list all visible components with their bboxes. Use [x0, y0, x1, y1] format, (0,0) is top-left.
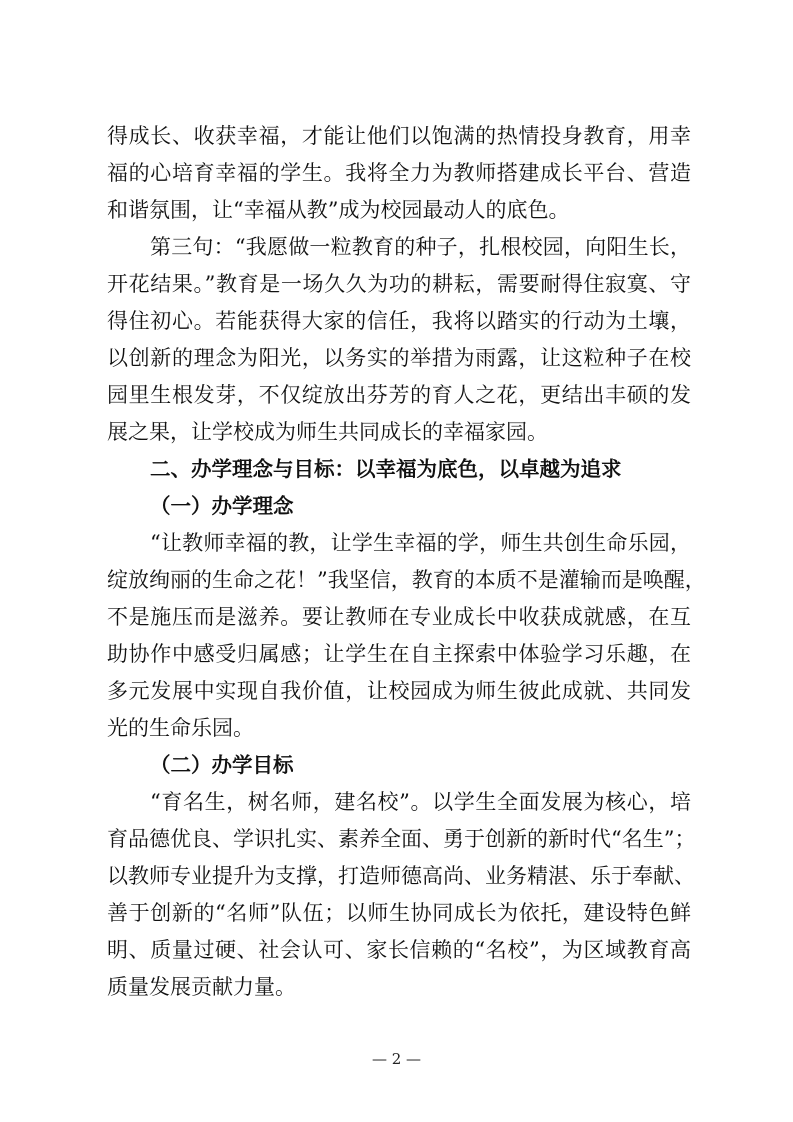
section-heading: 二、办学理念与目标：以幸福为底色，以卓越为追求 [150, 457, 622, 481]
paragraph-line: 明、质量过硬、社会认可、家长信赖的“名校”，为区域教育高 [107, 938, 691, 962]
paragraph-line: 助协作中感受归属感；让学生在自主探索中体验学习乐趣，在 [107, 642, 691, 666]
paragraph-line: 多元发展中实现自我价值，让校园成为师生彼此成就、共同发 [107, 679, 691, 703]
page-number: — 2 — [371, 1050, 422, 1068]
paragraph-line: 得成长、收获幸福，才能让他们以饱满的热情投身教育，用幸 [107, 124, 691, 148]
paragraph-line: 开花结果。”教育是一场久久为功的耕耘，需要耐得住寂寞、守 [107, 272, 691, 296]
subsection-heading: （二）办学目标 [150, 753, 294, 777]
paragraph-line: 得住初心。若能获得大家的信任，我将以踏实的行动为土壤， [107, 309, 691, 333]
paragraph-line: 和谐氛围，让“幸福从教”成为校园最动人的底色。 [107, 198, 570, 222]
paragraph-line: 光的生命乐园。 [107, 716, 254, 740]
paragraph-line: 育品德优良、学识扎实、素养全面、勇于创新的新时代“名生”； [107, 827, 696, 851]
paragraph-line: 绽放绚丽的生命之花！”我坚信，教育的本质不是灌输而是唤醒， [107, 568, 706, 592]
paragraph-line: 质量发展贡献力量。 [107, 975, 296, 999]
paragraph-line: 以创新的理念为阳光，以务实的举措为雨露，让这粒种子在校 [107, 346, 691, 370]
paragraph-line: 以教师专业提升为支撑，打造师德高尚、业务精湛、乐于奉献、 [107, 864, 695, 888]
paragraph-line: 不是施压而是滋养。要让教师在专业成长中收获成就感，在互 [107, 605, 691, 629]
paragraph-line: “育名生，树名师，建名校”。以学生全面发展为核心，培 [150, 790, 691, 814]
paragraph-line: “让教师幸福的教，让学生幸福的学，师生共创生命乐园， [150, 531, 691, 555]
paragraph-line: 福的心培育幸福的学生。我将全力为教师搭建成长平台、营造 [107, 161, 691, 185]
paragraph-line: 善于创新的“名师”队伍；以师生协同成长为依托，建设特色鲜 [107, 901, 691, 925]
document-body [107, 118, 706, 1006]
paragraph-line: 园里生根发芽，不仅绽放出芬芳的育人之花，更结出丰硕的发 [107, 383, 691, 407]
paragraph-line: 展之果，让学校成为师生共同成长的幸福家园。 [107, 420, 548, 444]
paragraph-line: 第三句：“我愿做一粒教育的种子，扎根校园，向阳生长， [150, 235, 691, 259]
subsection-heading: （一）办学理念 [150, 494, 294, 518]
